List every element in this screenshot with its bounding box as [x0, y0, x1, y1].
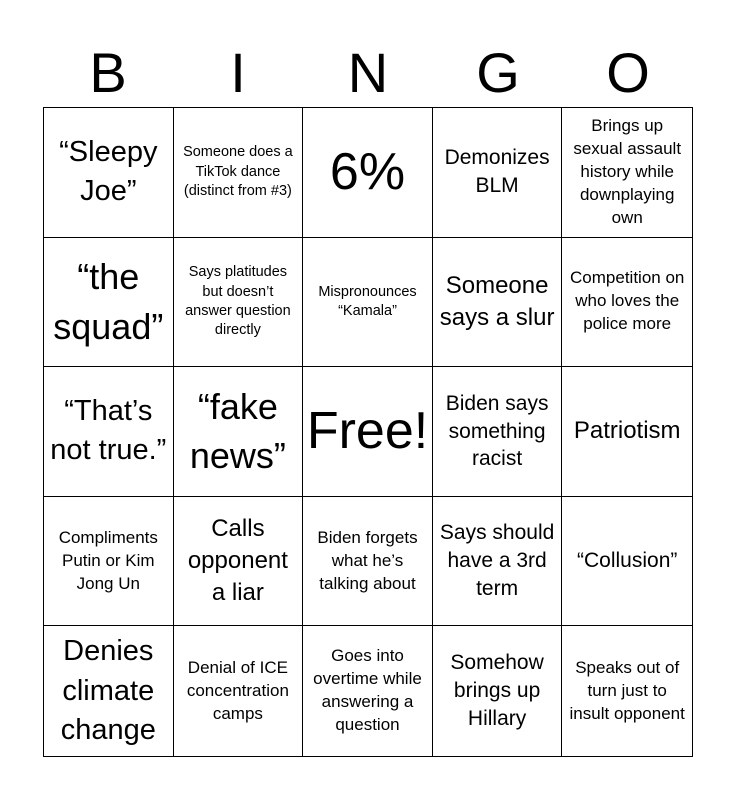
bingo-cell-r4-c5[interactable] [562, 497, 692, 627]
bingo-cell-r5-c5[interactable] [562, 626, 692, 756]
header-letter-b: B [89, 41, 127, 104]
header-letter-g: G [476, 41, 520, 104]
bingo-header [43, 38, 693, 108]
bingo-cell-label: Somehow brings up Hillary [450, 651, 544, 731]
bingo-cell-r3-c5[interactable] [562, 367, 692, 497]
bingo-cell-label: Mispronounces “Kamala” [318, 283, 417, 319]
bingo-cell-label: Someone says a slur [439, 271, 555, 331]
bingo-cell-r1-c1[interactable] [44, 108, 174, 238]
bingo-cell-label: Says should have a 3rd term [439, 521, 555, 601]
bingo-cell-label: Demonizes BLM [444, 146, 550, 198]
bingo-cell-r5-c1[interactable] [44, 626, 174, 756]
bingo-cell-r4-c2[interactable] [174, 497, 304, 627]
bingo-cell-r3-c2[interactable] [174, 367, 304, 497]
bingo-cell-label: Someone does a TikTok dance (distinct from #3) [183, 144, 293, 199]
bingo-cell-r1-c4[interactable] [433, 108, 563, 238]
bingo-cell-r2-c5[interactable] [562, 238, 692, 368]
bingo-cell-label: “That’s not true.” [50, 395, 167, 467]
bingo-cell-r5-c4[interactable] [433, 626, 563, 756]
header-letter-i: I [230, 41, 246, 104]
bingo-cell-r2-c4[interactable] [433, 238, 563, 368]
bingo-cell-r1-c5[interactable] [562, 108, 692, 238]
bingo-cell-r5-c2[interactable] [174, 626, 304, 756]
bingo-cell-label: Calls opponent a liar [187, 514, 288, 607]
bingo-cell-label: Competition on who loves the police more [570, 268, 685, 334]
bingo-cell-r3-c3-free-space[interactable] [303, 367, 433, 497]
bingo-cell-label: Speaks out of turn just to insult opponent [569, 657, 685, 723]
bingo-cell-r2-c3[interactable] [303, 238, 433, 368]
bingo-cell-label: Compliments Putin or Kim Jong Un [58, 527, 158, 593]
bingo-cell-label: “the squad” [53, 256, 164, 347]
bingo-cell-label: Goes into overtime while answering a question [313, 646, 422, 735]
bingo-cell-r2-c2[interactable] [174, 238, 304, 368]
bingo-cell-label: Biden says something racist [445, 391, 549, 471]
bingo-cell-r3-c4[interactable] [433, 367, 563, 497]
bingo-cell-label: Free! [306, 401, 429, 460]
bingo-cell-label: Brings up sexual assault history while downplaying own [573, 115, 682, 227]
bingo-cell-label: 6% [329, 142, 406, 201]
bingo-cell-r1-c3[interactable] [303, 108, 433, 238]
bingo-card-grid [43, 107, 693, 757]
header-letter-o: O [606, 41, 650, 104]
bingo-cell-label: Patriotism [573, 417, 681, 445]
bingo-cell-label: “Sleepy Joe” [59, 136, 158, 208]
bingo-cell-label: Denial of ICE concentration camps [186, 657, 289, 723]
bingo-cell-label: “fake news” [189, 385, 286, 477]
header-letter-n: N [347, 41, 389, 104]
bingo-cell-label: Biden forgets what he’s talking about [317, 527, 418, 593]
bingo-cell-label: Denies climate change [60, 635, 156, 746]
bingo-cell-label: “Collusion” [577, 549, 678, 573]
bingo-cell-r1-c2[interactable] [174, 108, 304, 238]
bingo-cell-r5-c3[interactable] [303, 626, 433, 756]
bingo-cell-label: Says platitudes but doesn’t answer question directly [185, 264, 291, 339]
bingo-cell-r3-c1[interactable] [44, 367, 174, 497]
bingo-cell-r4-c4[interactable] [433, 497, 563, 627]
bingo-cell-r2-c1[interactable] [44, 238, 174, 368]
bingo-cell-r4-c3[interactable] [303, 497, 433, 627]
bingo-cell-r4-c1[interactable] [44, 497, 174, 627]
